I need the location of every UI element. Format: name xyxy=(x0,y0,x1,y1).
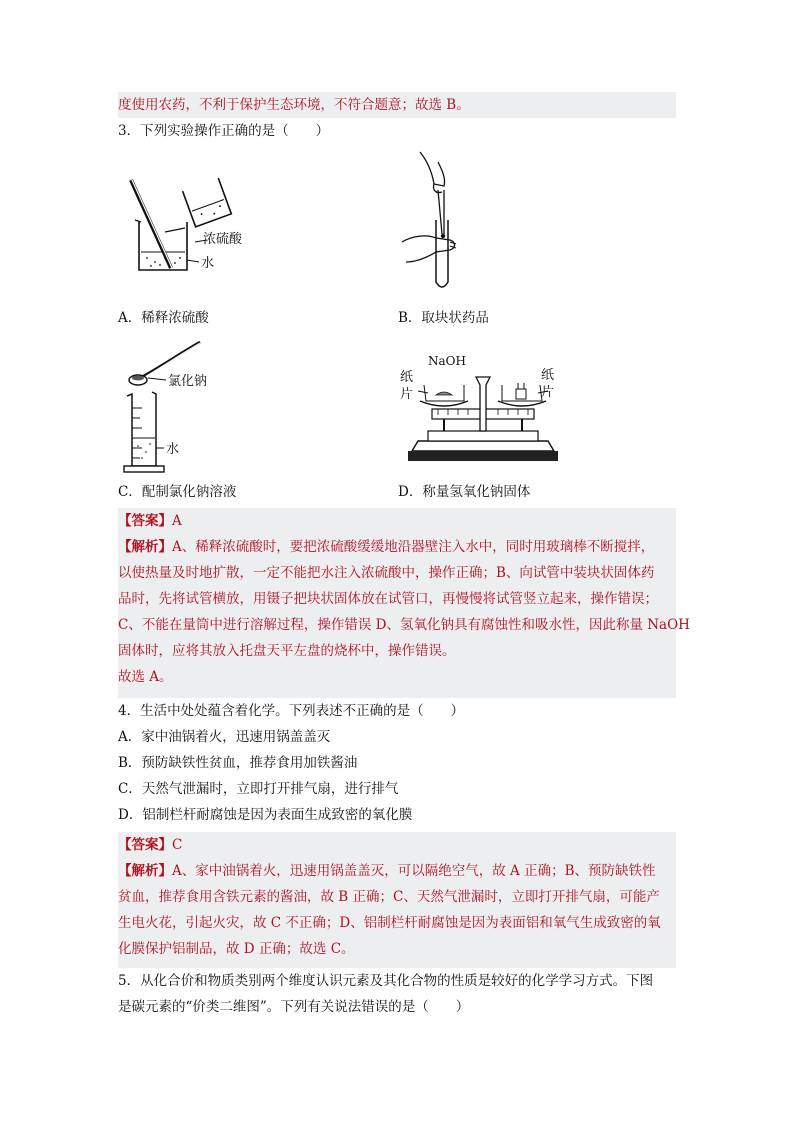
q5-block xyxy=(118,968,676,1020)
prev-explanation-tail: 度使用农药，不利于保护生态环境，不符合题意；故选 B。 xyxy=(118,92,676,118)
q3-explanation-line-2: 以使热量及时地扩散，一定不能把水注入浓硫酸中，操作正确；B、向试管中装块状固体药 xyxy=(118,565,655,581)
label-conc-acid: 浓硫酸 xyxy=(203,232,243,247)
q4-explanation-line-3: 生电火花，引起火灾，故 C 不正确；D、铝制栏杆耐腐蚀是因为表面铝和氧气生成致密的氧 xyxy=(118,915,661,931)
q4-option-b: B．预防缺铁性贫血，推荐食用加铁酱油 xyxy=(118,755,358,771)
label-water-a: 水 xyxy=(201,256,215,271)
figure-a-dilute-acid xyxy=(125,170,285,280)
q3-explanation-line-1: 【解析】A、稀释浓硫酸时，要把浓硫酸缓缓地沿器壁注入水中，同时用玻璃棒不断搅拌， xyxy=(118,539,655,555)
q4-explanation-line-1: 【解析】A、家中油锅着火，迅速用锅盖盖灭，可以隔绝空气，故 A 正确；B、预防缺铁性 xyxy=(118,863,656,879)
q4-answer-block xyxy=(118,832,676,968)
q4-option-d: D．铝制栏杆耐腐蚀是因为表面生成致密的氧化膜 xyxy=(118,807,413,823)
option-d: D．称量氢氧化钠固体 xyxy=(398,484,531,500)
option-a: A．稀释浓硫酸 xyxy=(118,310,209,326)
q4-explanation-line-2: 贫血，推荐食用含铁元素的酱油，故 B 正确；C、天然气泄漏时，立即打开排气扇，可能产 xyxy=(118,889,660,905)
option-c: C．配制氯化钠溶液 xyxy=(118,484,237,500)
label-water-c: 水 xyxy=(166,442,180,457)
q4-option-a: A．家中油锅着火，迅速用锅盖盖灭 xyxy=(118,729,331,745)
q4-block xyxy=(118,698,676,828)
figure-c-cylinder xyxy=(122,338,252,476)
q4-explanation-line-4: 化膜保护铝制品，故 D 正确；故选 C。 xyxy=(118,941,355,957)
label-nacl: 氯化钠 xyxy=(168,374,208,389)
q5-stem-line-1: 5．从化合价和物质类别两个维度认识元素及其化合物的性质是较好的化学学习方式。下图 xyxy=(118,973,654,989)
q3-answer-block xyxy=(118,508,690,698)
q3-answer: 【答案】A xyxy=(118,513,182,529)
label-naoh: NaOH xyxy=(428,354,466,368)
q4-answer: 【答案】C xyxy=(118,837,183,853)
q3-stem: 3．下列实验操作正确的是（ ） xyxy=(118,123,330,139)
q3-explanation-line-3: 品时，先将试管横放，用镊子把块状固体放在试管口，再慢慢将试管竖立起来，操作错误； xyxy=(118,591,658,607)
option-b: B．取块状药品 xyxy=(398,310,489,326)
q4-option-c: C．天然气泄漏时，立即打开排气扇，进行排气 xyxy=(118,781,399,797)
q3-explanation-line-5: 固体时，应将其放入托盘天平左盘的烧杯中，操作错误。 xyxy=(118,643,456,659)
q4-stem: 4．生活中处处蕴含着化学。下列表述不正确的是（ ） xyxy=(118,703,465,719)
q5-stem-line-2: 是碳元素的“价类二维图”。下列有关说法错误的是（ ） xyxy=(118,999,470,1015)
q3-explanation-line-6: 故选 A。 xyxy=(118,669,173,685)
q3-explanation-line-4: C、不能在量筒中进行溶解过程，操作错误 D、氢氧化钠具有腐蚀性和吸水性，因此称量 NaOH xyxy=(118,617,690,633)
figure-d-balance xyxy=(398,355,568,475)
label-paper-right: 纸片 xyxy=(541,368,555,400)
label-paper-left: 纸片 xyxy=(400,370,414,402)
figure-b-test-tube xyxy=(398,150,488,295)
